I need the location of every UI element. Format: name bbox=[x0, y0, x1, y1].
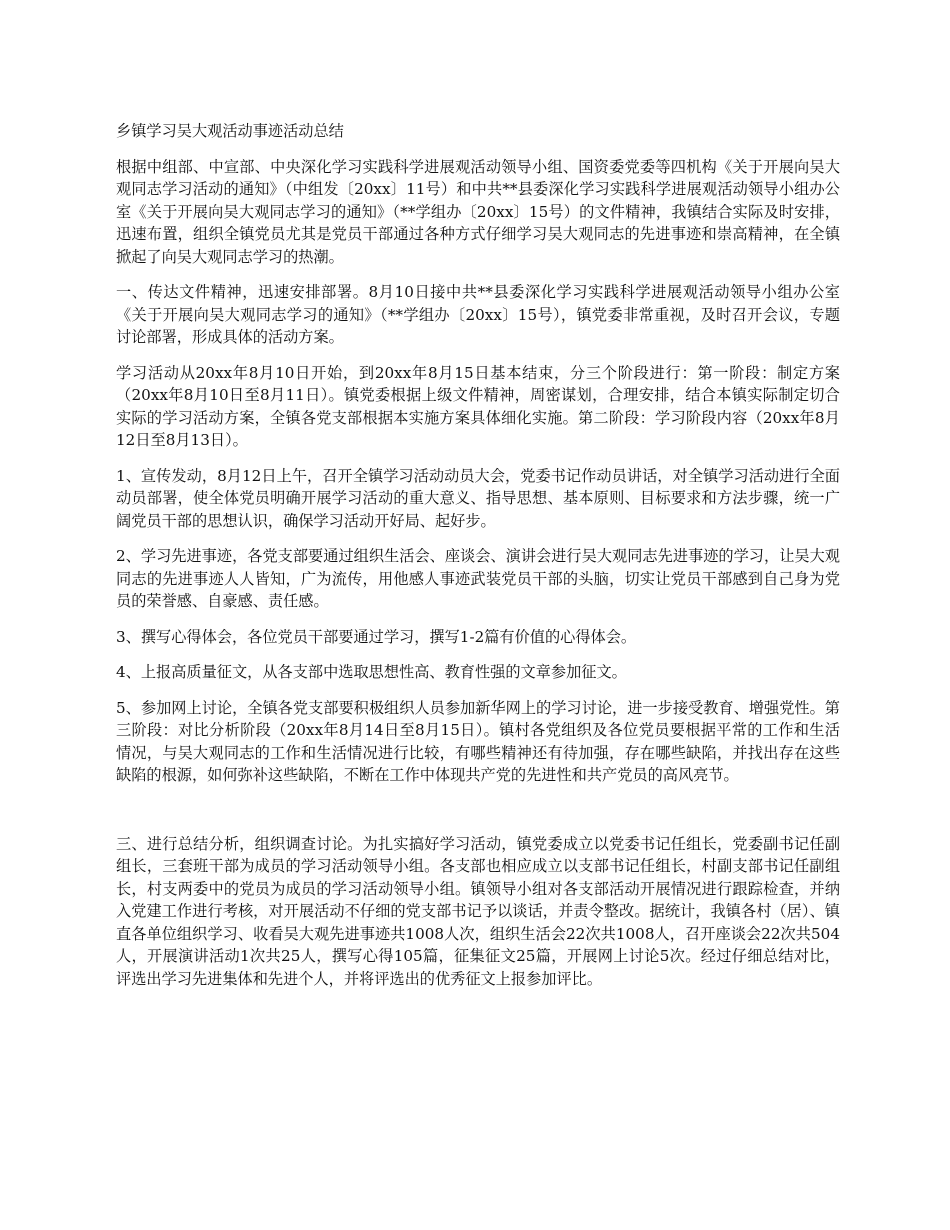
paragraph-section-3: 三、进行总结分析，组织调查讨论。为扎实搞好学习活动，镇党委成立以党委书记任组长，党委副书记任副组长，三套班干部为成员的学习活动领导小组。各支部也相应成立以支部书记任组长，村副支部书记任副组长，村支两委中的党员为成员的学习活动领导小组。镇领导小组对各支部活动开展情况进行跟踪检查，并纳入党建工作进行考核，对开展活动不仔细的党支部书记予以谈话，并责令整改。据统计，我镇各村（居）、镇直各单位组织学习、收看吴大观先进事迹共1008人次，组织生活会22次共1008人，召开座谈会22次共504人，开展演讲活动1次共25人，撰写心得105篇，征集征文25篇，开展网上讨论5次。经过仔细总结对比，评选出学习先进集体和先进个人，并将评选出的优秀征文上报参加评比。 bbox=[116, 834, 840, 988]
document-title: 乡镇学习吴大观活动事迹活动总结 bbox=[116, 122, 344, 140]
paragraph-item-1: 1、宣传发动，8月12日上午，召开全镇学习活动动员大会，党委书记作动员讲话，对全镇学习活动进行全面动员部署，使全体党员明确开展学习活动的重大意义、指导思想、基本原则、目标要求和方法步骤，统一广阔党员干部的思想认识，确保学习活动开好局、起好步。 bbox=[116, 466, 840, 530]
section-gap bbox=[116, 800, 840, 833]
paragraph-item-3: 3、撰写心得体会，各位党员干部要通过学习，撰写1-2篇有价值的心得体会。 bbox=[116, 627, 637, 646]
paragraph-schedule: 学习活动从20xx年8月10日开始，到20xx年8月15日基本结束，分三个阶段进行：第一阶段：制定方案（20xx年8月10日至8月11日）。镇党委根据上级文件精神，周密谋划，合理安排，结合本镇实际制定切合实际的学习活动方案，全镇各党支部根据本实施方案具体细化实施。第二阶段：学习阶段内容（20xx年8月12日至8月13日）。 bbox=[116, 363, 840, 449]
paragraph-item-4: 4、上报高质量征文，从各支部中选取思想性高、教育性强的文章参加征文。 bbox=[116, 663, 627, 681]
paragraph-item-2: 2、学习先进事迹，各党支部要通过组织生活会、座谈会、演讲会进行吴大观同志先进事迹的学习，让吴大观同志的先进事迹人人皆知，广为流传，用他感人事迹武装党员干部的头脑，切实让党员干部感到自己身为党员的荣誉感、自豪感、责任感。 bbox=[116, 547, 840, 610]
paragraph-intro: 根据中组部、中宣部、中央深化学习实践科学进展观活动领导小组、国资委党委等四机构《关于开展向吴大观同志学习活动的通知》（中组发〔20xx〕11号）和中共**县委深化学习实践科学进展观活动领导小组办公室《关于开展向吴大观同志学习的通知》（**学组办〔20xx〕15号）的文件精神，我镇结合实际及时安排，迅速布置，组织全镇党员尤其是党员干部通过各种方式仔细学习吴大观同志的先进事迹和崇高精神，在全镇掀起了向吴大观同志学习的热潮。 bbox=[116, 157, 840, 266]
document-page bbox=[116, 120, 840, 1003]
paragraph-item-5: 5、参加网上讨论，全镇各党支部要积极组织人员参加新华网上的学习讨论，进一步接受教育、增强党性。第三阶段：对比分析阶段（20xx年8月14日至8月15日）。镇村各党组织及各位党员要根据平常的工作和生活情况，与吴大观同志的工作和生活情况进行比较，有哪些精神还有待加强，存在哪些缺陷，并找出存在这些缺陷的根源，如何弥补这些缺陷，不断在工作中体现共产党的先进性和共产党员的高风亮节。 bbox=[116, 698, 840, 784]
paragraph-section-1: 一、传达文件精神，迅速安排部署。8月10日接中共**县委深化学习实践科学进展观活动领导小组办公室《关于开展向吴大观同志学习的通知》（**学组办〔20xx〕15号），镇党委非常重视，及时召开会议，专题讨论部署，形成具体的活动方案。 bbox=[116, 283, 840, 346]
